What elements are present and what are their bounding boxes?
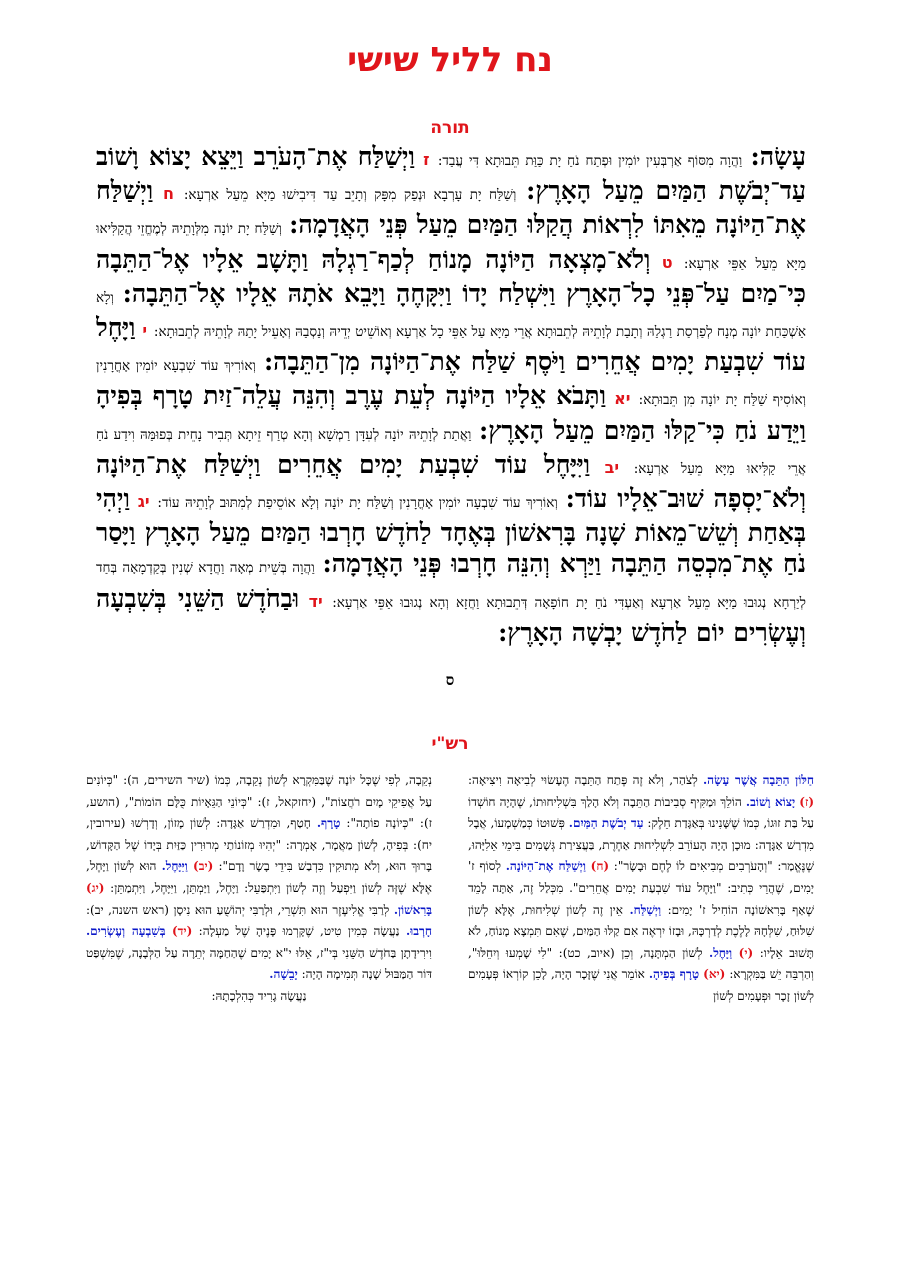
rashi-text: לְשׁוֹן הַמְתָּנָה, וְכֵן (איוב, כט): "לִי שָׁמְעוּ וְיִחֵלּוּ", וְהַרְבֵּה יֵשׁ בַּמִּקְרָא: [468, 945, 814, 982]
rashi-heading: וַיָּחֶל. [709, 945, 733, 960]
torah-verse-text: וַיָּחֶל עוֹד שִׁבְעַת יָמִים אֲחֵרִים וַיֹּסֶף שַׁלַּח אֶת־הַיּוֹנָה מִן־הַתֵּבָה: [96, 313, 806, 377]
rashi-text: פְּשׁוּטוֹ כְּמַשְׁמָעוֹ, אֲבָל מִדְרַשׁ אַגָּדָה: מוּכָן הָיָה הָעוֹרֵב לִשְׁלִיחוּת אַחֶרֶת, בַּעֲצִירַת גְּשָׁמִים בִּימֵי אֵלִיָּהוּ, שֶׁנֶּאֱמַר: "וְהָעֹרְבִים מְבִיאִים לוֹ לֶחֶם וּבָשָׂר": [468, 816, 814, 874]
rashi-text: אוֹמֵר אֲנִי שֶׁזָּכָר הָיָה, לָכֵן קוֹרְאוֹ פְּעָמִים לְשׁוֹן זָכָר וּפְעָמִים לְשׁוֹן [468, 967, 814, 1003]
torah-verse-text: וַיְהִי בְּאַחַת וְשֵׁשׁ־מֵאוֹת שָׁנָה בָּרִאשׁוֹן בְּאֶחָד לַחֹדֶשׁ חָרְבוּ הַמַּיִם מֵעַל הָאָרֶץ וַיָּסַר נֹחַ אֶת־מִכְסֵה הַתֵּבָה וַיַּרְא וְהִנֵּה חָרְבוּ פְּנֵי הָאֲדָמָה: [96, 484, 806, 579]
rashi-text: לְצֹהַר, וְלֹא זֶה פֶּתַח הַתֵּבָה הֶעָשׂוּי לְבִיאָה וִיצִיאָה: [468, 773, 698, 787]
rashi-verse-number: (יא) [703, 967, 726, 982]
targum-text: וַאֲתַת לְוָתֵיהּ יוֹנָה לְעִדָּן רַמְשָׁא וְהָא טְרַף זֵיתָא תְּבִיר נָחֵית בְּפוּמַּהּ וִידַע נֹחַ אֲרֵי קַלִּיאוּ מַיָּא מֵעַל אַרְעָא: [96, 426, 806, 477]
rashi-text: נַעֲשָׂה גָרִיד כְּהִלְכָתָהּ: [211, 988, 307, 1003]
targum-text: וְשַׁלַּח יָת יוֹנָה מִלְּוָתֵיהּ לְמֶחֱזֵי הֲקַלִּיאוּ מַיָּא מֵעַל אַפֵּי אַרְעָא: [96, 221, 806, 272]
rashi-heading: טָרָף. [316, 816, 341, 831]
setuma-mark: ס [445, 671, 455, 689]
rashi-heading: עַד יְבֹשֶׁת הַמַּיִם. [568, 816, 644, 831]
rashi-text: הוֹלֵךְ וּמַקִּיף סְבִיבוֹת הַתֵּבָה וְלֹא הָלַךְ בִּשְׁלִיחוּתוֹ, שֶׁהָיָה חוֹשְׁדוֹ עַל בַּת זוּגוֹ, כְּמוֹ שֶׁשָּׁנִינוּ בְּאַגָּדַת חֵלֶק: [468, 794, 814, 831]
rashi-column-right [468, 770, 814, 1238]
rashi-verse-number: (ח) [590, 859, 610, 874]
rashi-verse-number: (יג) [86, 880, 105, 895]
targum-text: וַהֲוָה מִסּוֹף אַרְבְּעִין יוֹמִין וּפְתַח נֹחַ יָת כַּוַּת תֵּבוּתָא דִּי עֲבַד: [437, 153, 743, 169]
torah-text [96, 142, 806, 670]
rashi-heading: בְּשִׁבְעָה וְעֶשְׂרִים. [86, 924, 166, 939]
rashi-verse-number: (ז) [799, 794, 814, 809]
targum-text: וְלָא אַשְׁכַּחַת יוֹנָה מְנָח לְפַרְסַת רַגְלַהּ וְתָבַת לְוָתֵיהּ לְתֵבוּתָא אֲרֵי מַיָּא עַל אַפֵּי כָל אַרְעָא וְאוֹשֵׁיט יְדֵיהּ וְנַסְבַהּ וְאָעֵיל יָתַהּ לְוָתֵיהּ לְתֵבוּתָא: [96, 289, 806, 341]
verse-number: ט [661, 252, 673, 272]
torah-verse-text: וּבַחֹדֶשׁ הַשֵּׁנִי בְּשִׁבְעָה וְעֶשְׂרִים יוֹם לַחֹדֶשׁ יָבְשָׁה הָאָרֶץ: [96, 583, 806, 647]
rashi-text: חָטַף, וּמִדְרַשׁ אַגָּדָה: לְשׁוֹן מָזוֹן, וְדָרְשׁוּ (עירובין, יח): בְּפִיהָ, לְשׁוֹן מַאֲמָר, אָמְרָה: "יְהִיוּ מְזוֹנוֹתַי מְרוּרִין כַּזַּיִת בְּיָדוֹ שֶׁל הַקָּדוֹשׁ, בָּרוּךְ הוּא, וְלֹא מְתוּקִין כִּדְבַשׁ בִּידֵי בָשָׂר וָדָם": [86, 816, 432, 874]
rashi-heading: יָבֵשָׁה. [269, 967, 298, 982]
rashi-heading: וַיְשַׁלַּח. [629, 902, 662, 917]
torah-verse-text: עָשָׂה: [750, 142, 806, 171]
torah-verse-text: וַתָּבֹא אֵלָיו הַיּוֹנָה לְעֵת עֶרֶב וְהִנֵּה עֲלֵה־זַיִת טָרָף בְּפִיהָ וַיֵּדַע נֹחַ כִּי־קַלּוּ הַמַּיִם מֵעַל הָאָרֶץ: [96, 381, 806, 445]
section-heading-rashi: רש"י [431, 734, 469, 754]
verse-number: יג [137, 492, 150, 512]
rashi-heading: וַיְשַׁלַּח אֶת־הַיּוֹנָה. [505, 859, 586, 874]
torah-verse-text: וְלֹא־מָצְאָה הַיּוֹנָה מָנוֹחַ לְכַף־רַגְלָהּ וַתָּשָׁב אֵלָיו אֶל־הַתֵּבָה כִּי־מַיִם עַל־פְּנֵי כָל־הָאָרֶץ וַיִּשְׁלַח יָדוֹ וַיִּקָּחֶהָ וַיָּבֵא אֹתָהּ אֵלָיו אֶל־הַתֵּבָה: [96, 244, 806, 308]
rashi-text: אֵין זֶה לְשׁוֹן שְׁלִיחוּת, אֶלָּא לְשׁוֹן שִׁלּוּחַ, שִׁלְּחָהּ לָלֶכֶת לְדַרְכָּהּ, וּבָזוֹ יִרְאֶה אִם קַלּוּ הַמַּיִם, שֶׁאִם תִּמְצָא מָנוֹחַ, לֹא תָּשׁוּב אֵלָיו: [468, 902, 814, 960]
verse-number: ח [163, 184, 174, 204]
targum-text: וְאוֹרִיךְ עוֹד שִׁבְעָא יוֹמִין אָחֳרָנִין וְאוֹסִיף שַׁלַּח יָת יוֹנָה מִן תֵּבוּתָא: [96, 358, 806, 409]
rashi-heading: בָּרִאשׁוֹן. [393, 902, 432, 917]
section-heading-torah: תורה [430, 118, 470, 138]
torah-verse-text: וַיְשַׁלַּח אֶת־הָעֹרֵב וַיֵּצֵא יָצוֹא וָשׁוֹב עַד־יְבֹשֶׁת הַמַּיִם מֵעַל הָאָרֶץ: [96, 142, 806, 206]
torah-verse-text: וַיְשַׁלַּח אֶת־הַיּוֹנָה מֵאִתּוֹ לִרְאוֹת הֲקַלּוּ הַמַּיִם מֵעַל פְּנֵי הָאֲדָמָה: [96, 176, 806, 240]
rashi-text: וִירִידָתָן בַּחֹדֶשׁ הַשֵּׁנִי בְּי"ז, אֵלּוּ י"א יָמִים שֶׁהַחַמָּה יְתֵרָה עַל הַלְּבָנָה, שֶׁמִּשְׁפַּט דּוֹר הַמַּבּוּל שָׁנָה תְּמִימָה הָיָה: [86, 945, 432, 982]
targum-text: וַהֲוָה בְּשֵׁית מְאָה וַחֲדָא שְׁנִין בְּקַדְמָאָה בְּחַד לְיַרְחָא נְגוּבוּ מַיָּא מֵעַל אַרְעָא וְאַעְדִּי נֹחַ יָת חוֹפָאָה דְּתֵבוּתָא וַחֲזָא וְהָא נְגוּבוּ אַפֵּי אַרְעָא: [96, 560, 806, 611]
rashi-heading: וַיִּיָּחֶל. [161, 859, 188, 874]
torah-verse-text: וַיִּיָּחֶל עוֹד שִׁבְעַת יָמִים אֲחֵרִים וַיְשַׁלַּח אֶת־הַיּוֹנָה וְלֹא־יָסְפָה שׁוּב־אֵלָיו עוֹד: [96, 449, 806, 514]
page-title: נח לליל שישי [347, 40, 553, 80]
rashi-verse-number: (יד) [171, 924, 193, 939]
verse-number: יא [614, 389, 631, 409]
rashi-text: נְקֵבָה, לְפִי שֶׁכָּל יוֹנָה שֶׁבַּמִּקְרָא לְשׁוֹן נְקֵבָה, כְּמוֹ (שיר השירים, ה): "כְּיוֹנִים עַל אֲפִיקֵי מָיִם רֹחֲצוֹת", (יחזקאל, ז): "כְּיוֹנֵי הַגֵּאָיוֹת כֻּלָּם הוֹמוֹת", (הושע, ז): "כְּיוֹנָה פוֹתָה": [86, 773, 432, 831]
verse-number: יד [308, 591, 323, 611]
targum-text: וְאוֹרִיךְ עוֹד שִׁבְעָה יוֹמִין אָחֳרָנִין וְשַׁלַּח יָת יוֹנָה וְלָא אוֹסֵיפַת לְמִתּוּב לְוָתֵיהּ עוֹד: [157, 495, 558, 512]
rashi-verse-number: (יב) [193, 859, 214, 874]
rashi-commentary [86, 770, 814, 1240]
rashi-verse-number: (י) [738, 945, 754, 960]
rashi-text: הוּא לְשׁוֹן וַיָּחֶל, אֶלָּא שֶׁזֶּה לְשׁוֹן וַיִּפְעַל וְזֶה לְשׁוֹן וַיִּתְפַּעֵל: וַיָּחֶל, וַיַּמְתֵּן, וַיִּיָּחֶל, וַיִּתְמַתֵּן: [86, 859, 432, 895]
closing-line [0, 671, 900, 690]
rashi-text: לְרַבִּי אֱלִיעֶזֶר הוּא תִּשְׁרֵי, וּלְרַבִּי יְהוֹשֻׁעַ הוּא נִיסָן (ראש השנה, יב): [86, 902, 390, 917]
rashi-heading: חַלּוֹן הַתֵּבָה אֲשֶׁר עָשָׂה. [702, 773, 814, 787]
rashi-column-left [86, 770, 432, 1238]
rashi-heading: טָרָף בְּפִיהָ. [648, 967, 700, 982]
rashi-text: לְסוֹף ז' יָמִים, שֶׁהֲרֵי כְּתִיב: "וַיָּחֶל עוֹד שִׁבְעַת יָמִים אֲחֵרִים". מִכְּלַל זֶה, אַתָּה לָמֵד שֶׁאַף בָּרִאשׁוֹנָה הוֹחִיל ז' יָמִים: [468, 859, 814, 917]
targum-text: וְשַׁלַּח יָת עָרְבָא וּנְפַק מִפָּק וְתָיֵב עַד דִּיבִישׁוּ מַיָּא מֵעַל אַרְעָא: [183, 187, 517, 204]
rashi-text: נַעֲשָׂה כְּמִין טִיט, שֶׁקָּרְמוּ פָּנֶיהָ שֶׁל מַעְלָה: [198, 924, 400, 939]
verse-number: ז [423, 150, 430, 169]
verse-number: יב [604, 457, 620, 477]
rashi-heading: חָרְבוּ. [405, 924, 432, 939]
verse-number: י [142, 321, 148, 341]
rashi-heading: יָצוֹא וָשׁוֹב. [745, 794, 796, 809]
